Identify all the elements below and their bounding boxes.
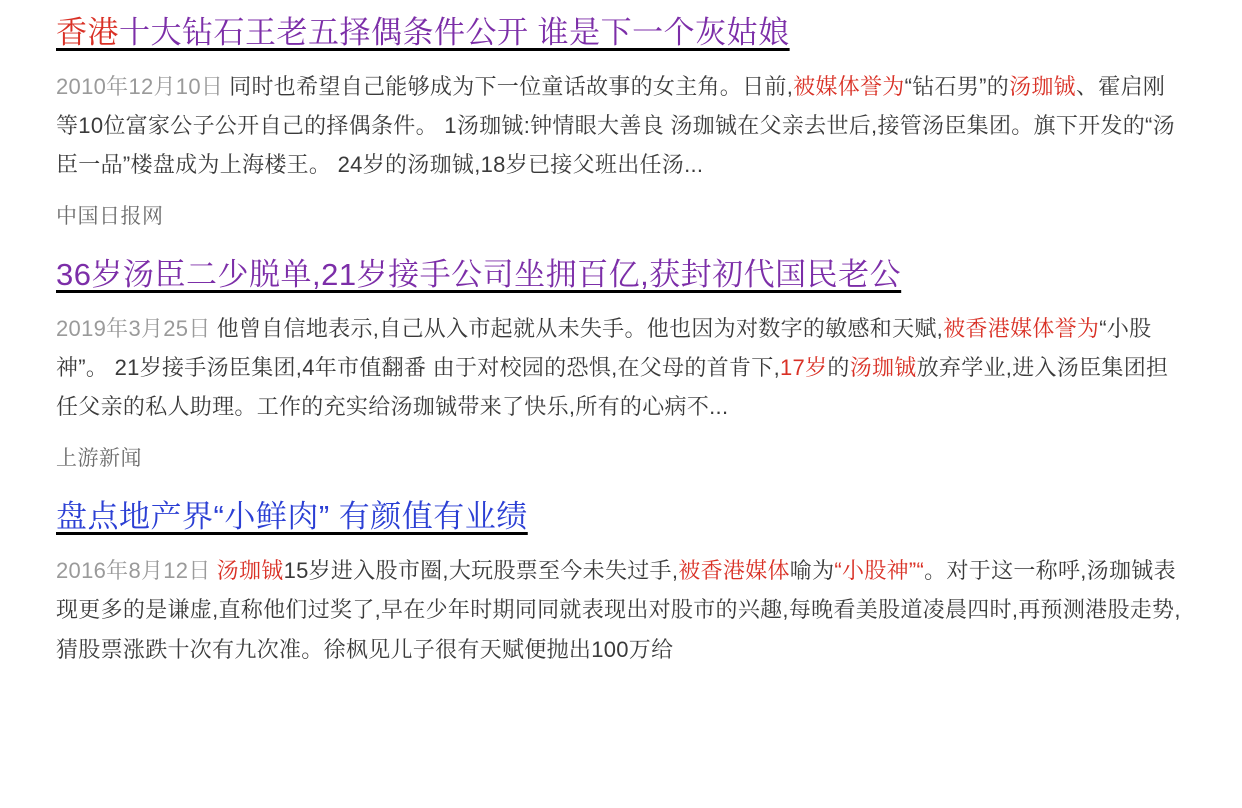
snippet-segment: 喻为 bbox=[789, 558, 835, 584]
search-result-item bbox=[56, 498, 1186, 668]
search-result-item bbox=[56, 256, 1186, 472]
snippet-segment: “钻石男”的 bbox=[904, 73, 1010, 99]
snippet-highlight: 被香港媒体 bbox=[678, 558, 790, 584]
snippet-segment: 的 bbox=[827, 355, 850, 381]
result-title[interactable] bbox=[56, 256, 1186, 295]
result-snippet bbox=[56, 67, 1186, 184]
snippet-highlight: 汤珈铖 bbox=[849, 355, 917, 381]
snippet-highlight: 17岁 bbox=[780, 355, 828, 381]
snippet-segment: 、霍启刚等10位富家公子公开自己的择偶条件。 1汤珈铖:钟情眼大善良 汤珈铖在父亲去世后,接管汤臣集团。旗下开发的“汤臣一品”楼盘成为上海楼王。 24岁的汤珈铖,18岁已接父班出任汤... bbox=[56, 73, 1175, 178]
result-title[interactable] bbox=[56, 498, 1186, 537]
snippet-segment: 同时也希望自己能够成为下一位童话故事的女主角。日前, bbox=[229, 73, 794, 99]
snippet-highlight: 汤珈铖 bbox=[216, 558, 284, 584]
result-date: 2016年8月12日 bbox=[56, 558, 211, 584]
result-source[interactable]: 中国日报网 bbox=[56, 205, 164, 229]
snippet-highlight: “小股神”“ bbox=[834, 558, 925, 584]
search-result-item bbox=[56, 14, 1186, 230]
result-source[interactable]: 上游新闻 bbox=[56, 447, 142, 471]
result-snippet bbox=[56, 309, 1186, 426]
result-title-segment: 香港 bbox=[56, 15, 119, 50]
result-title[interactable] bbox=[56, 14, 1186, 53]
snippet-segment: “小股神”。 21岁接手汤臣集团,4年市值翻番 由于对校园的恐惧,在父母的首肯下, bbox=[56, 315, 1152, 381]
result-snippet bbox=[56, 551, 1186, 668]
result-title-segment: 36岁汤臣二少脱单,21岁接手公司坐拥百亿,获封初代国民老公 bbox=[56, 257, 902, 293]
snippet-segment: 他曾自信地表示,自己从入市起就从未失手。他也因为对数字的敏感和天赋, bbox=[216, 315, 944, 341]
result-date: 2019年3月25日 bbox=[56, 315, 211, 341]
result-title-segment: 盘点地产界“小鲜肉” 有颜值有业绩 bbox=[56, 499, 528, 535]
snippet-highlight: 被香港媒体誉为 bbox=[943, 315, 1100, 341]
snippet-highlight: 汤珈铖 bbox=[1009, 73, 1076, 99]
result-date: 2010年12月10日 bbox=[56, 73, 224, 99]
snippet-segment: 放弃学业,进入汤臣集团担任父亲的私人助理。工作的充实给汤珈铖带来了快乐,所有的心病不... bbox=[56, 355, 1169, 420]
snippet-highlight: 被媒体誉为 bbox=[793, 73, 905, 99]
snippet-segment: 。对于这一称呼,汤珈铖表现更多的是谦虚,直称他们过奖了,早在少年时期同同就表现出对股市的兴趣,每晚看美股道凌晨四时,再预测港股走势,猜股票涨跌十次有九次准。徐枫见儿子很有天赋便抛出100万给 bbox=[56, 558, 1181, 662]
snippet-segment: 15岁进入股市圈,大玩股票至今未失过手, bbox=[283, 558, 679, 584]
result-title-segment: 十大钻石王老五择偶条件公开 谁是下一个灰姑娘 bbox=[119, 15, 790, 50]
